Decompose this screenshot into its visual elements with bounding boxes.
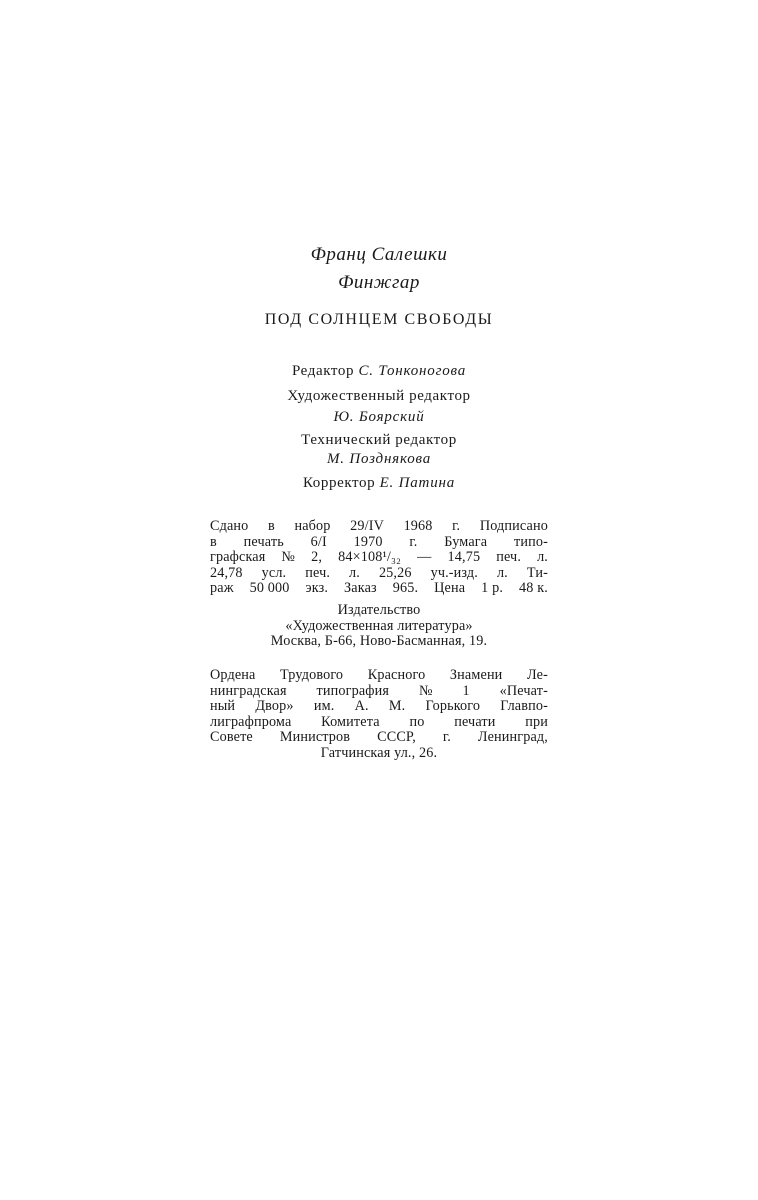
imprint-word: 29/IV: [350, 518, 384, 534]
imprint-word: 965.: [392, 580, 419, 597]
publisher-block: [210, 603, 548, 650]
imprint-word: Ти-: [526, 564, 548, 581]
printer-word: г.: [442, 729, 451, 746]
printer-word: нинградская: [210, 682, 287, 699]
imprint-word: л.: [496, 564, 508, 581]
printer-line: [210, 715, 548, 731]
imprint-word: 1970: [353, 533, 383, 550]
printer-word: Министров: [279, 729, 351, 746]
imprint-word: л.: [349, 564, 360, 581]
printer-word: при: [525, 713, 548, 730]
art-editor-name-row: [0, 410, 758, 425]
imprint-word: Цена: [434, 580, 466, 597]
printer-word: А.: [354, 698, 369, 715]
printer-word: ный: [210, 698, 236, 715]
imprint-word: —: [417, 549, 432, 566]
imprint-word: л.: [537, 549, 548, 566]
imprint-word: г.: [409, 533, 418, 550]
printer-word: Горького: [425, 698, 481, 715]
printer-word: типография: [316, 682, 390, 699]
imprint-word: набор: [294, 518, 331, 534]
printer-word: им.: [313, 698, 335, 715]
imprint-word: 48 к.: [519, 580, 548, 597]
imprint-line: [210, 519, 548, 535]
printer-line: [210, 668, 548, 684]
imprint-line: [210, 566, 548, 582]
tech-editor-label: Технический редактор: [301, 432, 457, 448]
imprint-word: усл.: [261, 564, 287, 581]
author-first-name: Франц Салешки: [310, 244, 448, 265]
imprint-word: 50 000: [249, 580, 290, 597]
imprint-line: [210, 535, 548, 551]
proofreader-name: Е. Патина: [379, 475, 456, 491]
imprint-word: 6/I: [310, 533, 327, 550]
printer-line: [210, 684, 548, 700]
imprint-line: [210, 581, 548, 597]
tech-editor-name-row: [0, 452, 758, 467]
printer-word: по: [409, 713, 425, 730]
imprint-word: графская: [210, 549, 266, 566]
imprint-word: уч.-изд.: [430, 564, 478, 581]
publisher-name: «Художественная литература»: [285, 617, 473, 634]
imprint-word: 25,26: [378, 564, 412, 581]
printer-word: М.: [388, 698, 406, 715]
imprint-word: 84×108¹/₃₂: [338, 549, 402, 566]
imprint-word: 1 р.: [481, 580, 504, 597]
imprint-word: Сдано: [210, 518, 249, 534]
publisher-label: Издательство: [337, 602, 421, 618]
printer-word: Ле-: [527, 667, 548, 683]
author-last-name: Финжгар: [338, 272, 420, 293]
printer-word: Ленинград,: [477, 729, 548, 746]
proofreader-credit: [0, 476, 758, 491]
imprint-word: Подписано: [479, 518, 548, 534]
imprint-word: Заказ: [344, 580, 377, 597]
printer-word: Трудового: [280, 667, 344, 683]
imprint-word: печ.: [305, 564, 331, 581]
imprint-word: в: [268, 518, 275, 534]
printer-word: Совете: [210, 729, 253, 746]
printer-word: СССР,: [377, 729, 416, 746]
imprint-word: 1968: [403, 518, 433, 534]
proofreader-label: Корректор: [302, 475, 376, 491]
printer-block: [210, 668, 548, 762]
imprint-word: печать: [243, 533, 284, 550]
printer-word: печати: [454, 713, 496, 730]
printer-word: Главпо-: [500, 698, 548, 715]
imprint-word: экз.: [305, 580, 329, 597]
editor-name: С. Тонконогова: [358, 363, 467, 379]
printer-word: Красного: [367, 667, 426, 683]
printer-line: [210, 730, 548, 746]
imprint-word: г.: [452, 518, 461, 534]
imprint-word: печ.: [496, 549, 522, 566]
art-editor-name: Ю. Боярский: [333, 409, 425, 425]
imprint-line: [210, 550, 548, 566]
imprint-word: 2,: [311, 549, 323, 566]
editor-label: Редактор: [291, 363, 355, 379]
printer-line: [210, 699, 548, 715]
printer-word: Ордена: [210, 667, 256, 683]
imprint-word: типо-: [514, 533, 548, 550]
art-editor-label: Художественный редактор: [287, 388, 471, 404]
printer-word: Двор»: [255, 698, 294, 715]
imprint-block: [210, 519, 548, 597]
imprint-word: 24,78: [210, 564, 243, 581]
imprint-word: №: [281, 549, 296, 566]
editor-credit: [0, 364, 758, 379]
imprint-word: 14,75: [447, 549, 481, 566]
publisher-address: Москва, Б-66, Ново-Басманная, 19.: [270, 633, 488, 650]
tech-editor-name: М. Позднякова: [326, 451, 432, 467]
printer-word: Комитета: [321, 713, 380, 730]
imprint-word: раж: [210, 580, 234, 597]
imprint-word: в: [210, 533, 217, 550]
printer-word: лиграфпрома: [210, 713, 292, 730]
imprint-word: Бумага: [444, 533, 488, 550]
printer-address: Гатчинская ул., 26.: [320, 744, 438, 761]
printer-word: Знамени: [449, 667, 503, 683]
book-title: ПОД СОЛНЦЕМ СВОБОДЫ: [264, 311, 494, 328]
printer-word: №: [418, 682, 433, 699]
printer-word: «Печат-: [499, 682, 548, 699]
printer-word: 1: [462, 682, 470, 699]
